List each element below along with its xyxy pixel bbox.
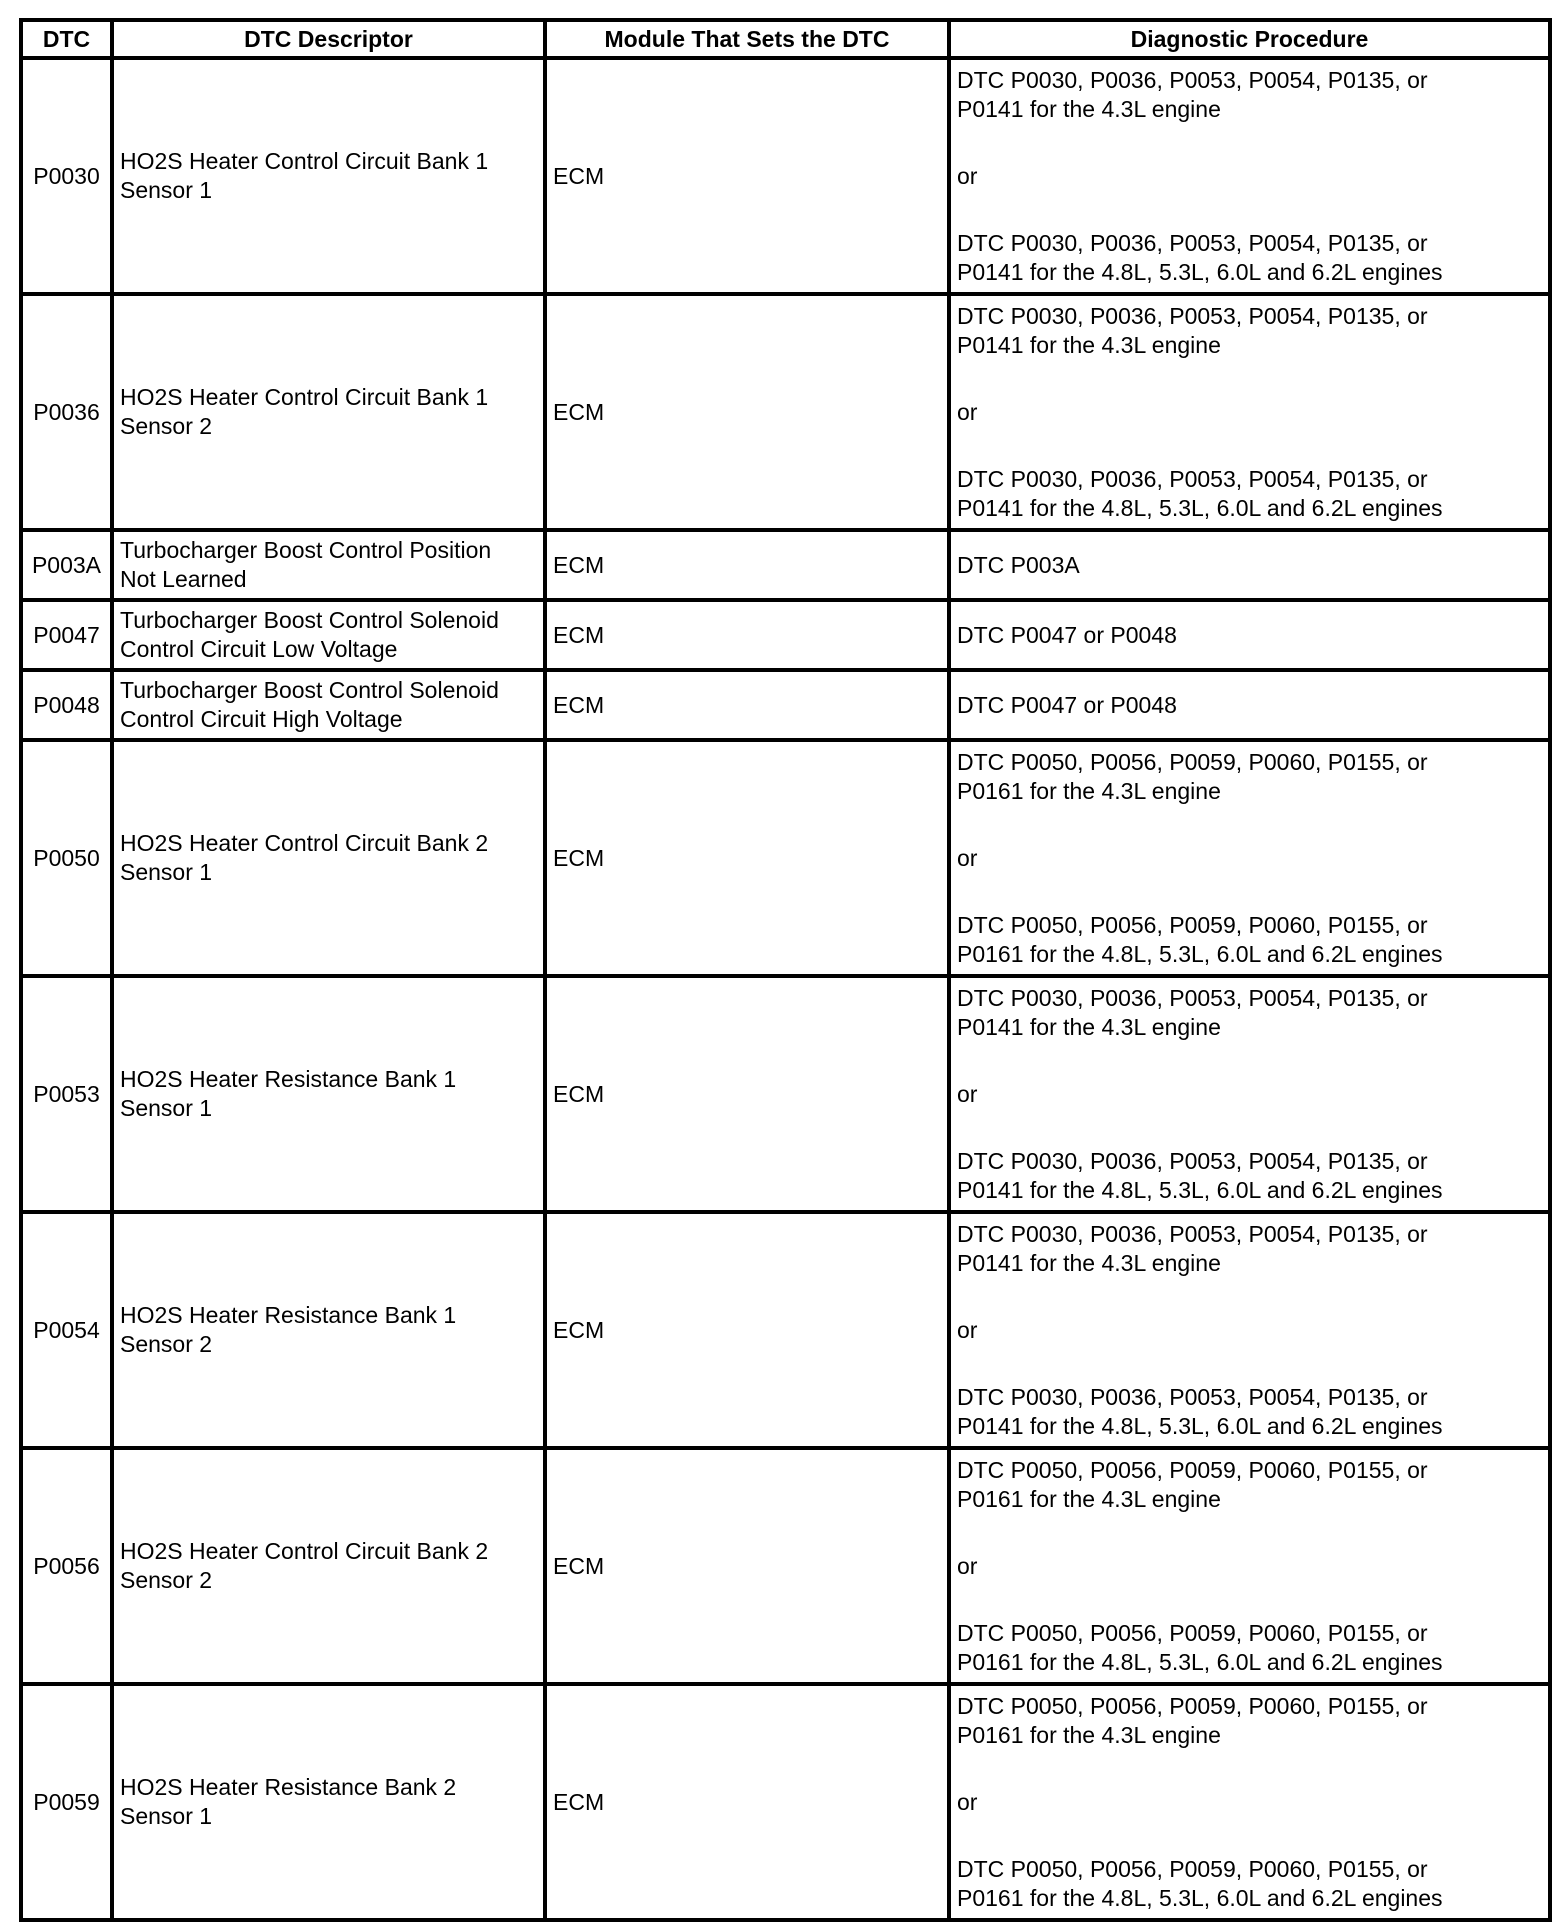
- dtc-descriptor-cell: [112, 294, 545, 530]
- dtc-table: [19, 18, 1552, 1922]
- procedure-line: P0161 for the 4.3L engine: [957, 777, 1221, 804]
- procedure-line: P0161 for the 4.3L engine: [957, 1485, 1221, 1512]
- diagnostic-procedure-cell: [949, 58, 1550, 294]
- dtc-code-cell: P0048: [21, 670, 112, 740]
- procedure-spacer: [957, 1750, 1542, 1788]
- descriptor-line: Sensor 1: [120, 177, 213, 203]
- table-row: [21, 1448, 1550, 1684]
- procedure-line: DTC P0030, P0036, P0053, P0054, P0135, or: [957, 302, 1428, 329]
- table-row: [21, 976, 1550, 1212]
- descriptor-line: Sensor 2: [120, 1567, 213, 1593]
- procedure-line: P0161 for the 4.8L, 5.3L, 6.0L and 6.2L engines: [957, 1884, 1443, 1911]
- module-cell: ECM: [545, 1684, 949, 1920]
- module-cell: ECM: [545, 1448, 949, 1684]
- procedure-or: or: [957, 1080, 978, 1107]
- procedure-or: or: [957, 1316, 978, 1343]
- procedure-spacer: [957, 806, 1542, 844]
- procedure-spacer: [957, 427, 1542, 465]
- descriptor-line: Turbocharger Boost Control Solenoid: [120, 607, 499, 633]
- descriptor-line: HO2S Heater Control Circuit Bank 1: [120, 148, 489, 174]
- dtc-descriptor-cell: [112, 740, 545, 976]
- procedure-line: DTC P0030, P0036, P0053, P0054, P0135, or: [957, 984, 1428, 1011]
- diagnostic-procedure-cell: [949, 600, 1550, 670]
- procedure-line: P0141 for the 4.3L engine: [957, 1249, 1221, 1276]
- procedure-line: DTC P0050, P0056, P0059, P0060, P0155, or: [957, 1692, 1428, 1719]
- table-header: [21, 20, 1550, 58]
- procedure-line: DTC P0050, P0056, P0059, P0060, P0155, or: [957, 911, 1428, 938]
- module-cell: ECM: [545, 58, 949, 294]
- procedure-or: or: [957, 844, 978, 871]
- descriptor-line: HO2S Heater Resistance Bank 1: [120, 1302, 457, 1328]
- procedure-line: P0141 for the 4.8L, 5.3L, 6.0L and 6.2L engines: [957, 1176, 1443, 1203]
- procedure-line: P0161 for the 4.8L, 5.3L, 6.0L and 6.2L engines: [957, 1648, 1443, 1675]
- dtc-descriptor-cell: [112, 600, 545, 670]
- table-row: [21, 740, 1550, 976]
- descriptor-line: Not Learned: [120, 566, 247, 592]
- module-cell: ECM: [545, 530, 949, 600]
- descriptor-line: HO2S Heater Control Circuit Bank 2: [120, 830, 489, 856]
- dtc-code-cell: P0053: [21, 976, 112, 1212]
- diagnostic-procedure-cell: [949, 294, 1550, 530]
- table-row: [21, 600, 1550, 670]
- diagnostic-procedure-cell: [949, 1212, 1550, 1448]
- procedure-line: P0161 for the 4.3L engine: [957, 1721, 1221, 1748]
- dtc-code-cell: P0036: [21, 294, 112, 530]
- procedure-line: P0161 for the 4.8L, 5.3L, 6.0L and 6.2L engines: [957, 940, 1443, 967]
- dtc-code-cell: P0030: [21, 58, 112, 294]
- procedure-spacer: [957, 1817, 1542, 1855]
- diagnostic-procedure-cell: [949, 530, 1550, 600]
- procedure-spacer: [957, 1042, 1542, 1080]
- procedure-line: P0141 for the 4.8L, 5.3L, 6.0L and 6.2L engines: [957, 258, 1443, 285]
- procedure-or: or: [957, 1788, 978, 1815]
- table-row: [21, 1212, 1550, 1448]
- module-cell: ECM: [545, 1212, 949, 1448]
- procedure-line: DTC P0050, P0056, P0059, P0060, P0155, or: [957, 1855, 1428, 1882]
- module-cell: ECM: [545, 976, 949, 1212]
- diagnostic-procedure-cell: [949, 670, 1550, 740]
- procedure-or: or: [957, 162, 978, 189]
- table-row: [21, 294, 1550, 530]
- procedure-spacer: [957, 191, 1542, 229]
- procedure-line: DTC P0030, P0036, P0053, P0054, P0135, or: [957, 1220, 1428, 1247]
- procedure-line: DTC P0047 or P0048: [957, 691, 1177, 718]
- module-cell: ECM: [545, 670, 949, 740]
- table-row: [21, 670, 1550, 740]
- descriptor-line: Sensor 1: [120, 1803, 213, 1829]
- descriptor-line: Turbocharger Boost Control Position: [120, 537, 492, 563]
- descriptor-line: Sensor 1: [120, 859, 213, 885]
- procedure-line: P0141 for the 4.3L engine: [957, 331, 1221, 358]
- procedure-line: DTC P0030, P0036, P0053, P0054, P0135, or: [957, 66, 1428, 93]
- table-row: [21, 1684, 1550, 1920]
- procedure-line: DTC P0050, P0056, P0059, P0060, P0155, or: [957, 748, 1428, 775]
- dtc-descriptor-cell: [112, 1212, 545, 1448]
- dtc-code-cell: P0047: [21, 600, 112, 670]
- procedure-spacer: [957, 1109, 1542, 1147]
- module-cell: ECM: [545, 600, 949, 670]
- procedure-spacer: [957, 1278, 1542, 1316]
- dtc-code-cell: P0059: [21, 1684, 112, 1920]
- descriptor-line: Turbocharger Boost Control Solenoid: [120, 677, 499, 703]
- procedure-line: DTC P0030, P0036, P0053, P0054, P0135, or: [957, 229, 1428, 256]
- descriptor-line: HO2S Heater Control Circuit Bank 2: [120, 1538, 489, 1564]
- descriptor-line: HO2S Heater Resistance Bank 2: [120, 1774, 457, 1800]
- descriptor-line: Sensor 2: [120, 413, 213, 439]
- header-row: [21, 20, 1550, 58]
- descriptor-line: HO2S Heater Resistance Bank 1: [120, 1066, 457, 1092]
- diagnostic-procedure-cell: [949, 740, 1550, 976]
- descriptor-line: HO2S Heater Control Circuit Bank 1: [120, 384, 489, 410]
- procedure-line: DTC P0030, P0036, P0053, P0054, P0135, or: [957, 1147, 1428, 1174]
- descriptor-line: Control Circuit High Voltage: [120, 706, 403, 732]
- procedure-line: P0141 for the 4.8L, 5.3L, 6.0L and 6.2L engines: [957, 494, 1443, 521]
- diagnostic-procedure-cell: [949, 1448, 1550, 1684]
- module-cell: ECM: [545, 740, 949, 976]
- dtc-code-cell: P0054: [21, 1212, 112, 1448]
- procedure-spacer: [957, 1514, 1542, 1552]
- header-module: Module That Sets the DTC: [545, 20, 949, 58]
- descriptor-line: Sensor 2: [120, 1331, 213, 1357]
- procedure-spacer: [957, 124, 1542, 162]
- procedure-spacer: [957, 360, 1542, 398]
- procedure-spacer: [957, 1581, 1542, 1619]
- procedure-line: DTC P0050, P0056, P0059, P0060, P0155, or: [957, 1456, 1428, 1483]
- table-body: [21, 58, 1550, 1920]
- diagnostic-procedure-cell: [949, 976, 1550, 1212]
- dtc-descriptor-cell: [112, 1448, 545, 1684]
- dtc-descriptor-cell: [112, 976, 545, 1212]
- dtc-descriptor-cell: [112, 1684, 545, 1920]
- procedure-line: DTC P0030, P0036, P0053, P0054, P0135, or: [957, 465, 1428, 492]
- procedure-or: or: [957, 398, 978, 425]
- procedure-line: P0141 for the 4.3L engine: [957, 95, 1221, 122]
- descriptor-line: Sensor 1: [120, 1095, 213, 1121]
- procedure-spacer: [957, 1345, 1542, 1383]
- module-cell: ECM: [545, 294, 949, 530]
- procedure-line: DTC P0050, P0056, P0059, P0060, P0155, or: [957, 1619, 1428, 1646]
- header-descriptor: DTC Descriptor: [112, 20, 545, 58]
- procedure-line: DTC P0047 or P0048: [957, 621, 1177, 648]
- dtc-descriptor-cell: [112, 670, 545, 740]
- descriptor-line: Control Circuit Low Voltage: [120, 636, 398, 662]
- procedure-line: DTC P0030, P0036, P0053, P0054, P0135, or: [957, 1383, 1428, 1410]
- procedure-line: P0141 for the 4.8L, 5.3L, 6.0L and 6.2L engines: [957, 1412, 1443, 1439]
- table-row: [21, 530, 1550, 600]
- table-row: [21, 58, 1550, 294]
- header-procedure: Diagnostic Procedure: [949, 20, 1550, 58]
- header-dtc: DTC: [21, 20, 112, 58]
- dtc-code-cell: P0056: [21, 1448, 112, 1684]
- dtc-descriptor-cell: [112, 530, 545, 600]
- diagnostic-procedure-cell: [949, 1684, 1550, 1920]
- dtc-code-cell: P0050: [21, 740, 112, 976]
- procedure-spacer: [957, 873, 1542, 911]
- procedure-or: or: [957, 1552, 978, 1579]
- procedure-line: P0141 for the 4.3L engine: [957, 1013, 1221, 1040]
- dtc-descriptor-cell: [112, 58, 545, 294]
- procedure-line: DTC P003A: [957, 551, 1080, 578]
- dtc-code-cell: P003A: [21, 530, 112, 600]
